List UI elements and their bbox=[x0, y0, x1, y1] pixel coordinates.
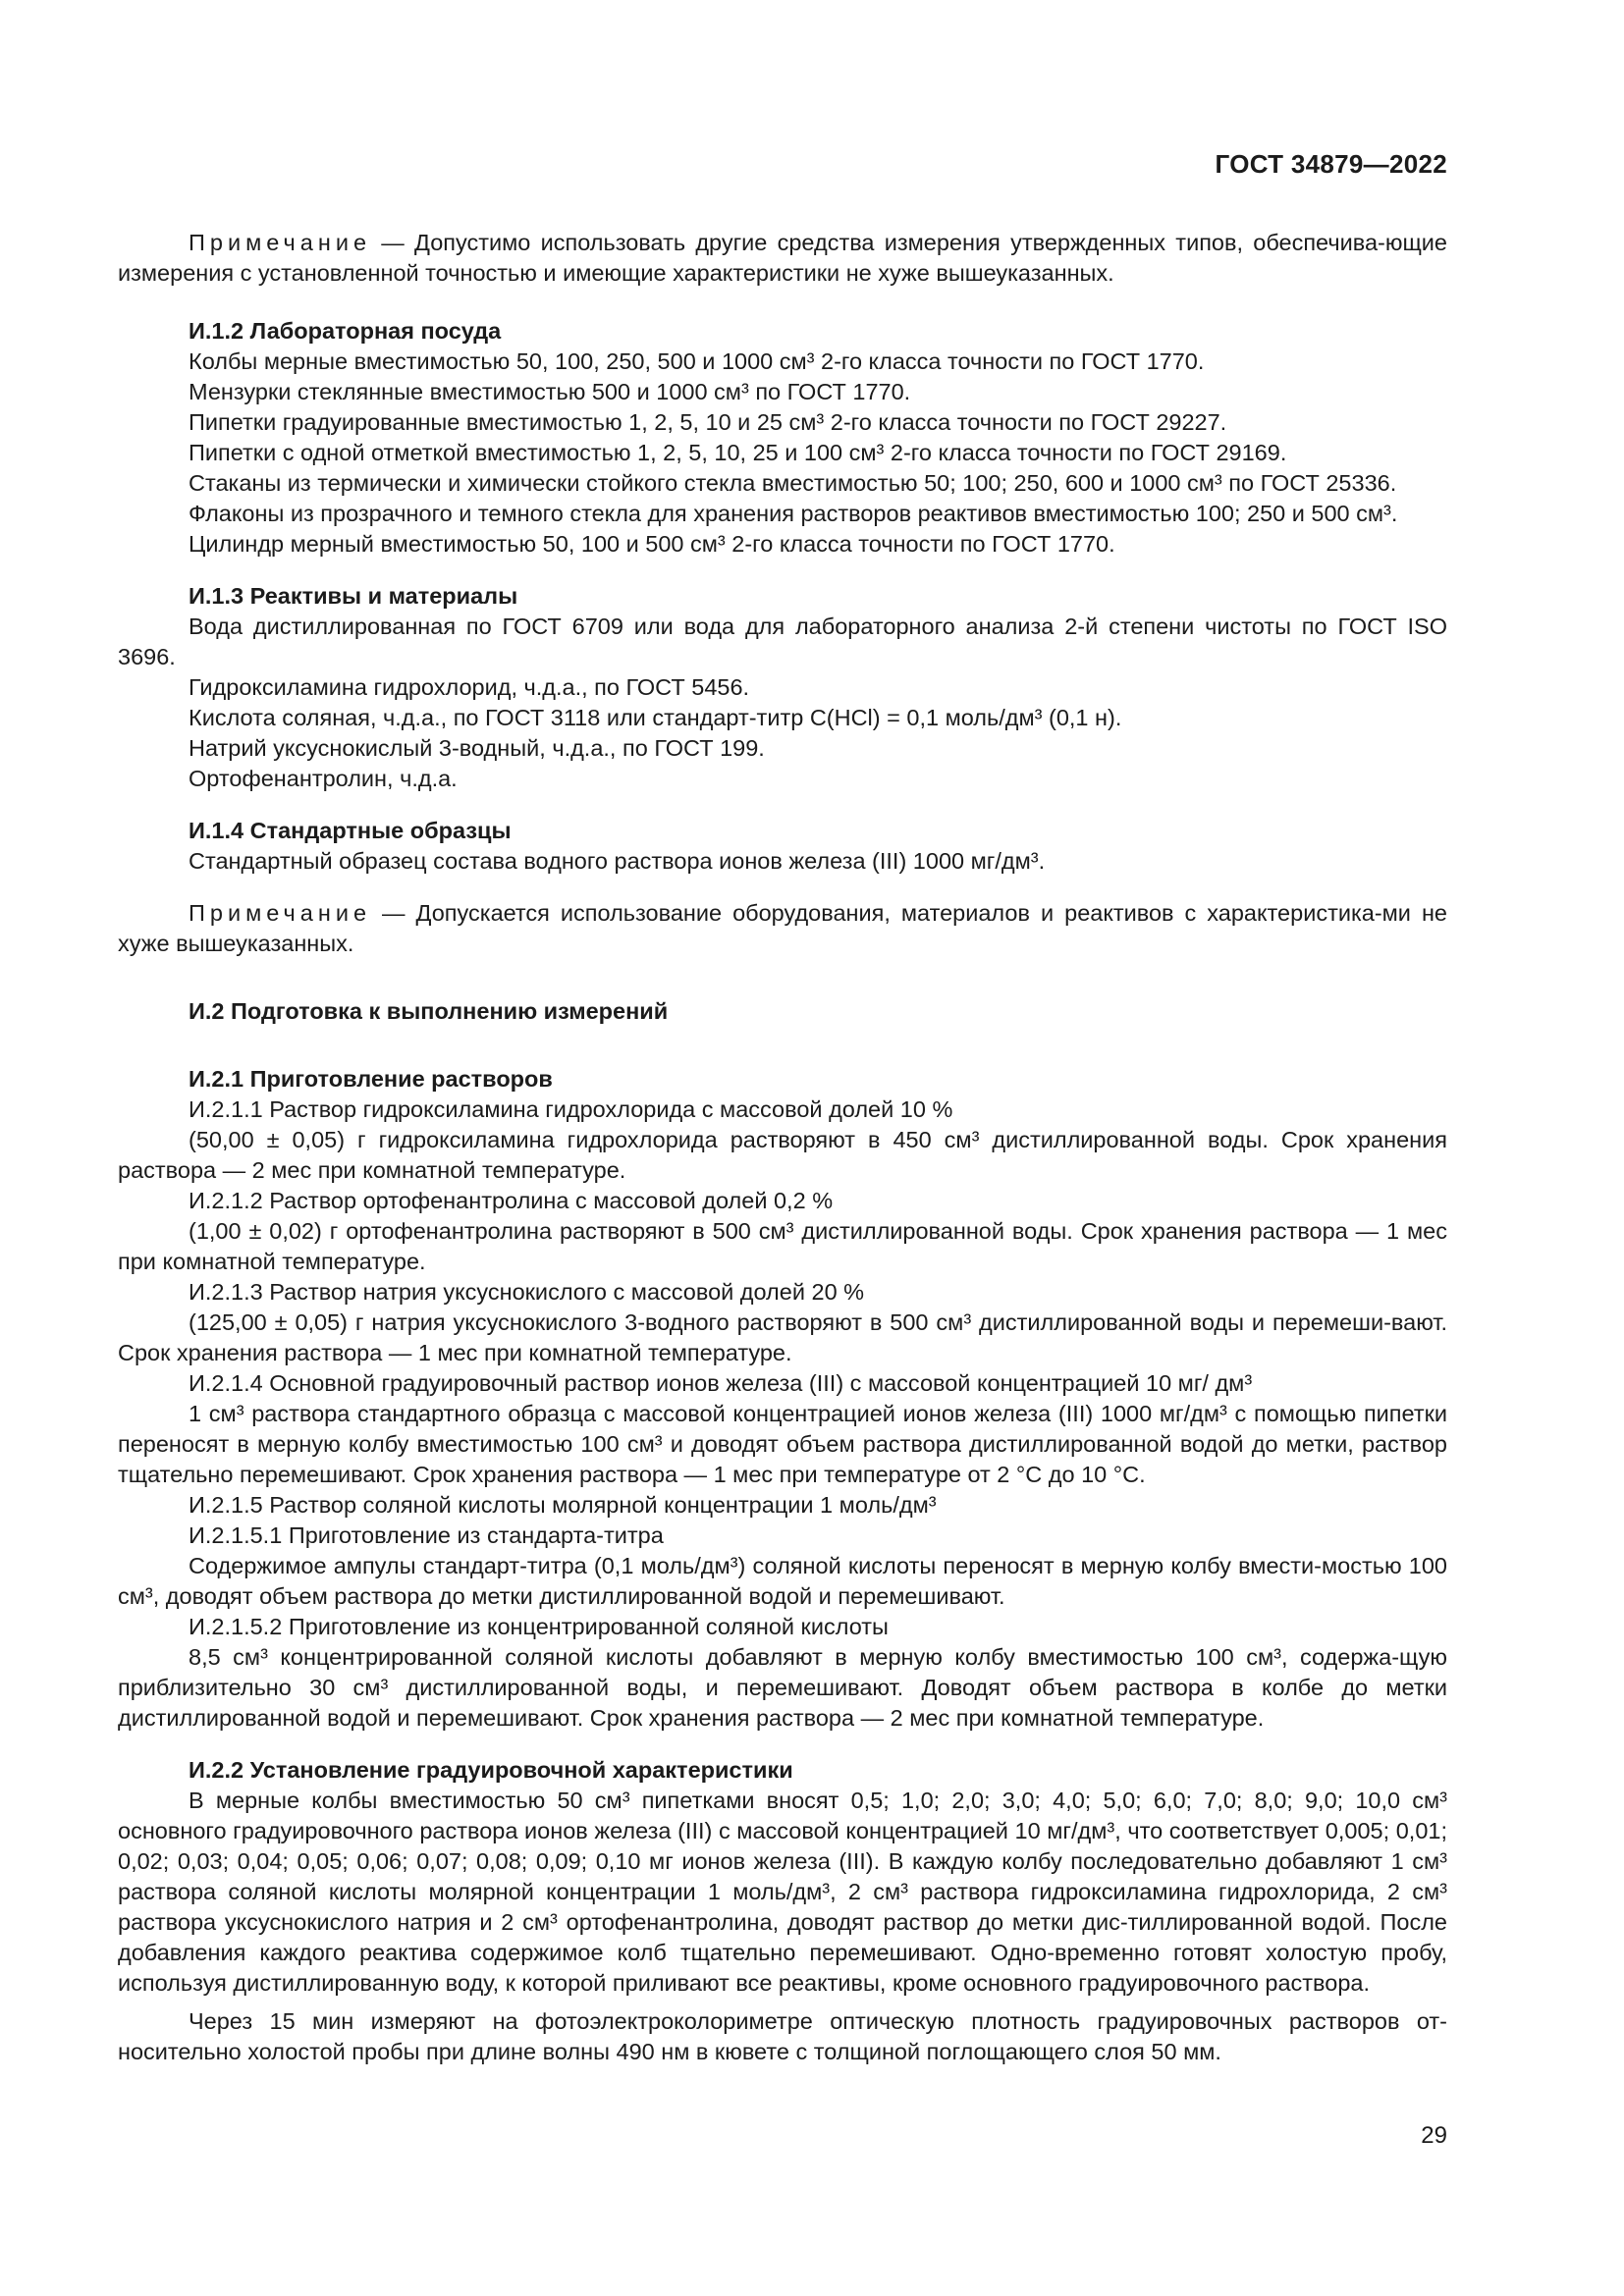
s122-paragraph-1: В мерные колбы вместимостью 50 см³ пипетками вносят 0,5; 1,0; 2,0; 3,0; 4,0; 5,0; 6,0; 7,0; 8,0; 9,0; 10,0 см³ основного градуировочного раствора ионов железа (III) с массовой концентрацией 10 мг/дм³, что соответствует 0,005; 0,01; 0,02; 0,03; 0,04; 0,05; 0,06; 0,07; 0,08; 0,09; 0,10 мг ионов железа (III). В каждую колбу последовательно добавляют 1 см³ раствора соляной кислоты молярной концентрации 1 моль/дм³, 2 см³ раствора гидроксиламина гидрохлорида, 2 см³ раствора уксуснокислого натрия и 2 см³ ортофенантролина, доводят раствор до метки дис-тиллированной водой. После добавления каждого реактива содержимое колб тщательно перемешивают. Одно-временно готовят холостую пробу, используя дистиллированную воду, к которой приливают все реактивы, кроме основного градуировочного раствора. bbox=[118, 1788, 1447, 1996]
section-1-1-2-title: И.1.2 Лабораторная посуда bbox=[189, 318, 502, 344]
note-1-label: Примечание bbox=[189, 230, 372, 255]
page-number: 29 bbox=[1421, 2122, 1447, 2149]
section-1-2-1-title: И.2.1 Приготовление растворов bbox=[189, 1066, 553, 1092]
s121-c-title: И.2.1.3 Раствор натрия уксуснокислого с массовой долей 20 % bbox=[189, 1279, 865, 1305]
note-2 bbox=[118, 898, 1447, 959]
s113-line-3: Кислота соляная, ч.д.а., по ГОСТ 3118 или стандарт-титр C(HCl) = 0,1 моль/дм³ (0,1 н). bbox=[189, 705, 1122, 730]
s121-c-text: (125,00 ± 0,05) г натрия уксуснокислого 3-водного растворяют в 500 см³ дистиллированной воды и перемеши-вают. Срок хранения раствора — 1 мес при комнатной температуре. bbox=[118, 1309, 1447, 1365]
s113-line-5: Ортофенантролин, ч.д.а. bbox=[189, 766, 458, 791]
s121-e2-text: 8,5 см³ концентрированной соляной кислоты добавляют в мерную колбу вместимостью 100 см³, содержа-щую приблизительно 30 см³ дистиллированной воды, и перемешивают. Доводят объем раствора в колбе до метки дистиллированной водой и перемешивают. Срок хранения раствора — 2 мес при комнатной температуре. bbox=[118, 1644, 1447, 1731]
s112-line-5: Стаканы из термически и химически стойкого стекла вместимостью 50; 100; 250, 600 и 1000 см³ по ГОСТ 25336. bbox=[189, 470, 1397, 496]
s113-line-1: Вода дистиллированная по ГОСТ 6709 или вода для лабораторного анализа 2-й степени чистоты по ГОСТ ISO 3696. bbox=[118, 614, 1447, 669]
note-1 bbox=[118, 228, 1447, 289]
section-1-1-3-title: И.1.3 Реактивы и материалы bbox=[189, 583, 518, 609]
document-body bbox=[118, 228, 1447, 2067]
s112-line-4: Пипетки с одной отметкой вместимостью 1, 2, 5, 10, 25 и 100 см³ 2-го класса точности по ГОСТ 29169. bbox=[189, 440, 1287, 465]
s121-e-title: И.2.1.5 Раствор соляной кислоты молярной концентрации 1 моль/дм³ bbox=[189, 1492, 937, 1518]
s121-b-title: И.2.1.2 Раствор ортофенантролина с массовой долей 0,2 % bbox=[189, 1188, 834, 1213]
note-1-text: — Допустимо использовать другие средства измерения утвержденных типов, обеспечива-ющие измерения с установленной точностью и имеющие характеристики не хуже вышеуказанных. bbox=[118, 230, 1447, 286]
s121-e2-title: И.2.1.5.2 Приготовление из концентрированной соляной кислоты bbox=[189, 1614, 889, 1639]
s112-line-1: Колбы мерные вместимостью 50, 100, 250, 500 и 1000 см³ 2-го класса точности по ГОСТ 1770. bbox=[189, 348, 1205, 374]
s121-b-text: (1,00 ± 0,02) г ортофенантролина растворяют в 500 см³ дистиллированной воды. Срок хранения раствора — 1 мес при комнатной температуре. bbox=[118, 1218, 1447, 1274]
s112-line-6: Флаконы из прозрачного и темного стекла для хранения растворов реактивов вместимостью 100; 250 и 500 см³. bbox=[189, 501, 1398, 526]
s112-line-7: Цилиндр мерный вместимостью 50, 100 и 500 см³ 2-го класса точности по ГОСТ 1770. bbox=[189, 531, 1115, 557]
s114-line-1: Стандартный образец состава водного раствора ионов железа (III) 1000 мг/дм³. bbox=[189, 848, 1046, 874]
s121-d-title: И.2.1.4 Основной градуировочный раствор ионов железа (III) с массовой концентрацией 10 мг/ дм³ bbox=[189, 1370, 1253, 1396]
note-2-label: Примечание bbox=[189, 900, 372, 926]
s121-a-title: И.2.1.1 Раствор гидроксиламина гидрохлорида с массовой долей 10 % bbox=[189, 1096, 953, 1122]
page-header-standard: ГОСТ 34879—2022 bbox=[1215, 149, 1447, 179]
s121-d-text: 1 см³ раствора стандартного образца с массовой концентрацией ионов железа (III) 1000 мг/дм³ с помощью пипетки переносят в мерную колбу вместимостью 100 см³ и доводят объем раствора дистиллированной водой до метки, раствор тщательно перемешивают. Срок хранения раствора — 1 мес при температуре от 2 °С до 10 °С. bbox=[118, 1401, 1447, 1487]
section-1-2-title: И.2 Подготовка к выполнению измерений bbox=[189, 998, 669, 1024]
s112-line-3: Пипетки градуированные вместимостью 1, 2, 5, 10 и 25 см³ 2-го класса точности по ГОСТ 29227. bbox=[189, 409, 1227, 435]
section-1-1-4-title: И.1.4 Стандартные образцы bbox=[189, 818, 512, 843]
s121-e1-title: И.2.1.5.1 Приготовление из стандарта-титра bbox=[189, 1522, 664, 1548]
section-1-2-2-title: И.2.2 Установление градуировочной характеристики bbox=[189, 1757, 793, 1783]
s113-line-2: Гидроксиламина гидрохлорид, ч.д.а., по ГОСТ 5456. bbox=[189, 674, 750, 700]
s113-line-4: Натрий уксуснокислый 3-водный, ч.д.а., по ГОСТ 199. bbox=[189, 735, 765, 761]
s122-paragraph-2: Через 15 мин измеряют на фотоэлектроколориметре оптическую плотность градуировочных растворов от-носительно холостой пробы при длине волны 490 нм в кювете с толщиной поглощающего слоя 50 мм. bbox=[118, 2008, 1447, 2064]
s121-e1-text: Содержимое ампулы стандарт-титра (0,1 моль/дм³) соляной кислоты переносят в мерную колбу вмести-мостью 100 см³, доводят объем раствора до метки дистиллированной водой и перемешивают. bbox=[118, 1553, 1447, 1609]
s121-a-text: (50,00 ± 0,05) г гидроксиламина гидрохлорида растворяют в 450 см³ дистиллированной воды. Срок хранения раствора — 2 мес при комнатной температуре. bbox=[118, 1127, 1447, 1183]
note-2-text: — Допускается использование оборудования, материалов и реактивов с характеристика-ми не хуже вышеуказанных. bbox=[118, 900, 1447, 956]
s112-line-2: Мензурки стеклянные вместимостью 500 и 1000 см³ по ГОСТ 1770. bbox=[189, 379, 911, 404]
